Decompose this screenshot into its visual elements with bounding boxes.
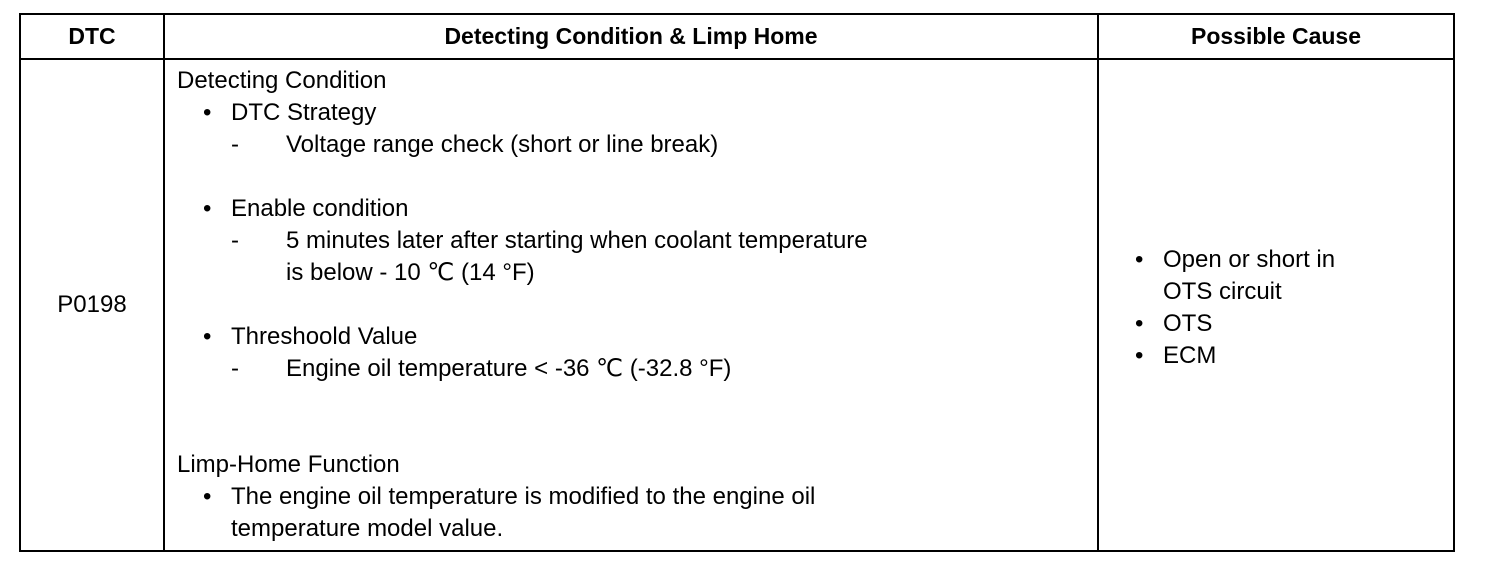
dtc-table — [19, 13, 1455, 552]
bullet: • — [203, 99, 212, 126]
cause-1-line-1: Open or short in — [1163, 246, 1336, 273]
detecting-title: Detecting Condition — [177, 67, 387, 94]
spacer — [177, 289, 1097, 321]
bullet: • — [203, 195, 212, 222]
header-possible-cause: Possible Cause — [1190, 23, 1362, 49]
threshold-line — [177, 321, 1097, 353]
limp-home-title: Limp-Home Function — [177, 451, 400, 478]
threshold-detail-line — [177, 353, 1097, 385]
threshold-label: Threshoold Value — [231, 323, 418, 350]
strategy-detail-line — [177, 129, 1097, 161]
dtc-code: P0198 — [57, 291, 127, 318]
limp-text-1: The engine oil temperature is modified to the engine oil — [231, 483, 816, 510]
bullet: • — [203, 323, 212, 350]
possible-cause-cell — [1097, 60, 1453, 550]
bullet: • — [1135, 310, 1144, 337]
cause-2: OTS — [1163, 310, 1213, 337]
limp-text-2: temperature model value. — [231, 515, 504, 542]
header-detecting-condition: Detecting Condition & Limp Home — [444, 23, 818, 49]
enable-detail-1: 5 minutes later after starting when coolant temperature — [286, 227, 868, 254]
dash: - — [231, 355, 239, 382]
limp-line-2 — [177, 513, 1097, 545]
bullet: • — [203, 483, 212, 510]
dash: - — [231, 131, 239, 158]
enable-detail-line-2 — [177, 257, 1097, 289]
strategy-line — [177, 97, 1097, 129]
detecting-condition-cell — [177, 65, 1097, 545]
bullet: • — [1135, 246, 1144, 273]
enable-detail-2: is below - 10 ℃ (14 °F) — [286, 259, 535, 286]
enable-label: Enable condition — [231, 195, 409, 222]
column-divider-1 — [163, 15, 165, 550]
header-dtc: DTC — [68, 23, 116, 49]
cause-3: ECM — [1163, 342, 1217, 369]
bullet: • — [1135, 342, 1144, 369]
limp-title-line — [177, 449, 1097, 481]
spacer — [177, 417, 1097, 449]
enable-line — [177, 193, 1097, 225]
strategy-detail: Voltage range check (short or line break) — [286, 131, 719, 158]
limp-line-1 — [177, 481, 1097, 513]
dash: - — [231, 227, 239, 254]
strategy-label: DTC Strategy — [231, 99, 377, 126]
cause-1-line-2: OTS circuit — [1163, 278, 1282, 305]
threshold-detail: Engine oil temperature < -36 ℃ (-32.8 °F) — [286, 355, 732, 382]
spacer — [177, 385, 1097, 417]
enable-detail-line-1 — [177, 225, 1097, 257]
detecting-title-line — [177, 65, 1097, 97]
spacer — [177, 161, 1097, 193]
